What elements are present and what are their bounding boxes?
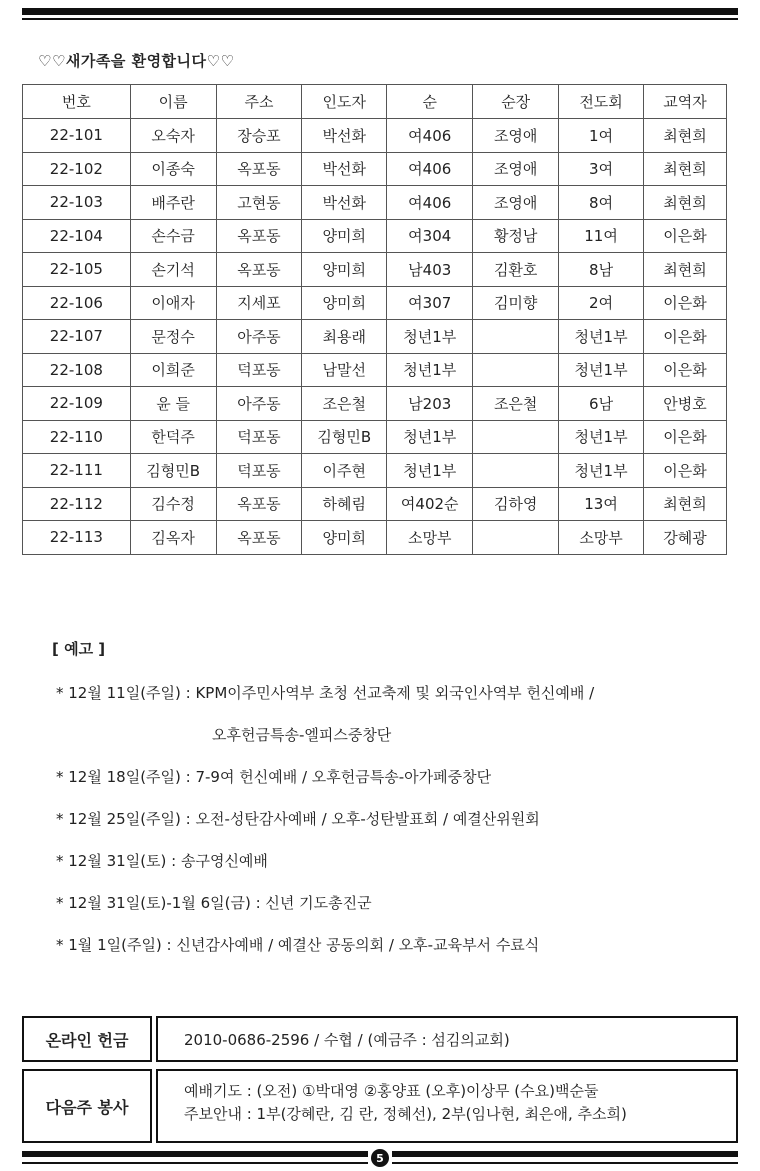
table-cell: 황정남 xyxy=(473,219,559,253)
table-cell: 조은철 xyxy=(302,387,387,421)
service-info-box xyxy=(156,1069,738,1143)
table-cell: 조영애 xyxy=(473,152,559,186)
table-cell: 여406 xyxy=(387,152,473,186)
table-cell: 안병호 xyxy=(644,387,727,421)
table-cell: 하혜림 xyxy=(302,487,387,521)
table-cell: 8여 xyxy=(559,186,644,220)
table-cell: 이은화 xyxy=(644,454,727,488)
table-row xyxy=(23,454,727,488)
table-row xyxy=(23,521,727,555)
service-prayer-line: 예배기도 : (오전) ①박대영 ②홍양표 (오후)이상무 (수요)백순둘 xyxy=(184,1082,599,1100)
table-cell: 아주동 xyxy=(216,320,302,354)
table-cell: 22-106 xyxy=(23,286,131,320)
table-cell: 조은철 xyxy=(473,387,559,421)
table-cell: 덕포동 xyxy=(216,353,302,387)
service-usher-line: 주보안내 : 1부(강혜란, 김 란, 정혜선), 2부(임나현, 최은애, 추소희) xyxy=(184,1105,627,1123)
table-cell: 이희준 xyxy=(130,353,216,387)
table-cell: 청년1부 xyxy=(559,353,644,387)
top-rule-thin xyxy=(22,18,738,20)
table-cell: 13여 xyxy=(559,487,644,521)
notice-item: * 12월 18일(주일) : 7-9여 헌신예배 / 오후헌금특송-아가페중창단 xyxy=(56,768,492,786)
table-cell xyxy=(473,353,559,387)
table-cell: 22-102 xyxy=(23,152,131,186)
table-cell: 조영애 xyxy=(473,119,559,153)
table-row xyxy=(23,286,727,320)
table-cell: 청년1부 xyxy=(559,454,644,488)
table-cell: 남말선 xyxy=(302,353,387,387)
table-cell: 여402순 xyxy=(387,487,473,521)
table-cell: 이은화 xyxy=(644,420,727,454)
offering-label-box xyxy=(22,1016,152,1062)
table-cell: 22-101 xyxy=(23,119,131,153)
table-cell: 청년1부 xyxy=(387,420,473,454)
table-cell: 여304 xyxy=(387,219,473,253)
table-cell: 최용래 xyxy=(302,320,387,354)
column-header: 교역자 xyxy=(644,85,727,119)
table-cell: 여406 xyxy=(387,119,473,153)
table-cell: 11여 xyxy=(559,219,644,253)
table-cell: 옥포동 xyxy=(216,219,302,253)
table-cell: 청년1부 xyxy=(387,454,473,488)
table-cell: 최현희 xyxy=(644,253,727,287)
column-header: 인도자 xyxy=(302,85,387,119)
table-row xyxy=(23,253,727,287)
table-header-row xyxy=(23,85,727,119)
table-cell: 이은화 xyxy=(644,353,727,387)
table-cell: 아주동 xyxy=(216,387,302,421)
table-cell: 22-105 xyxy=(23,253,131,287)
table-cell: 22-103 xyxy=(23,186,131,220)
table-row xyxy=(23,420,727,454)
offering-info-box xyxy=(156,1016,738,1062)
table-cell: 22-108 xyxy=(23,353,131,387)
table-cell: 김형민B xyxy=(302,420,387,454)
table-cell: 남403 xyxy=(387,253,473,287)
table-cell: 배주란 xyxy=(130,186,216,220)
table-cell: 박선화 xyxy=(302,186,387,220)
table-cell: 김수정 xyxy=(130,487,216,521)
table-cell: 옥포동 xyxy=(216,521,302,555)
table-cell: 박선화 xyxy=(302,119,387,153)
table-cell: 청년1부 xyxy=(387,353,473,387)
table-cell: 22-111 xyxy=(23,454,131,488)
table-cell: 22-109 xyxy=(23,387,131,421)
table-cell: 22-110 xyxy=(23,420,131,454)
service-label: 다음주 봉사 xyxy=(45,1097,129,1117)
table-cell: 덕포동 xyxy=(216,454,302,488)
table-cell: 소망부 xyxy=(387,521,473,555)
table-cell: 양미희 xyxy=(302,521,387,555)
table-row xyxy=(23,219,727,253)
notice-item: * 1월 1일(주일) : 신년감사예배 / 예결산 공동의회 / 오후-교육부서 수료식 xyxy=(56,936,540,954)
table-cell: 문정수 xyxy=(130,320,216,354)
table-cell: 손기석 xyxy=(130,253,216,287)
table-row xyxy=(23,320,727,354)
table-cell: 박선화 xyxy=(302,152,387,186)
notice-item: * 12월 31일(토)-1월 6일(금) : 신년 기도총진군 xyxy=(56,894,372,912)
table-row xyxy=(23,353,727,387)
table-cell: 오숙자 xyxy=(130,119,216,153)
table-cell: 8남 xyxy=(559,253,644,287)
table-cell xyxy=(473,521,559,555)
column-header: 번호 xyxy=(23,85,131,119)
table-cell: 1여 xyxy=(559,119,644,153)
table-row xyxy=(23,487,727,521)
column-header: 순 xyxy=(387,85,473,119)
table-cell: 이은화 xyxy=(644,219,727,253)
table-cell: 양미희 xyxy=(302,286,387,320)
notice-item: * 12월 11일(주일) : KPM이주민사역부 초청 선교축제 및 외국인사역부 헌신예배 / xyxy=(56,684,595,702)
notice-item-continuation: 오후헌금특송-엘피스중창단 xyxy=(212,726,392,744)
table-cell: 김환호 xyxy=(473,253,559,287)
table-row xyxy=(23,387,727,421)
table-cell: 소망부 xyxy=(559,521,644,555)
table-cell: 지세포 xyxy=(216,286,302,320)
table-cell: 남203 xyxy=(387,387,473,421)
table-cell: 22-113 xyxy=(23,521,131,555)
table-cell: 22-112 xyxy=(23,487,131,521)
table-cell: 한덕주 xyxy=(130,420,216,454)
table-cell: 김미향 xyxy=(473,286,559,320)
table-cell: 윤 들 xyxy=(130,387,216,421)
table-cell: 청년1부 xyxy=(387,320,473,354)
table-cell: 김옥자 xyxy=(130,521,216,555)
page-number: 5 xyxy=(371,1149,389,1167)
section-title: ♡♡새가족을 환영합니다♡♡ xyxy=(38,52,235,70)
column-header: 전도회 xyxy=(559,85,644,119)
table-cell: 최현희 xyxy=(644,487,727,521)
table-cell: 덕포동 xyxy=(216,420,302,454)
service-label-box xyxy=(22,1069,152,1143)
column-header: 순장 xyxy=(473,85,559,119)
table-cell: 옥포동 xyxy=(216,253,302,287)
table-cell: 손수금 xyxy=(130,219,216,253)
offering-account-text: 2010-0686-2596 / 수협 / (예금주 : 섬김의교회) xyxy=(184,1030,510,1049)
table-cell: 양미희 xyxy=(302,253,387,287)
table-cell: 옥포동 xyxy=(216,152,302,186)
table-cell: 이은화 xyxy=(644,286,727,320)
column-header: 주소 xyxy=(216,85,302,119)
table-cell: 조영애 xyxy=(473,186,559,220)
table-cell: 양미희 xyxy=(302,219,387,253)
offering-label: 온라인 헌금 xyxy=(45,1030,129,1050)
table-cell: 김하영 xyxy=(473,487,559,521)
table-cell: 6남 xyxy=(559,387,644,421)
table-cell: 장승포 xyxy=(216,119,302,153)
table-cell: 고현동 xyxy=(216,186,302,220)
table-cell: 이애자 xyxy=(130,286,216,320)
column-header: 이름 xyxy=(130,85,216,119)
table-cell xyxy=(473,454,559,488)
table-cell: 3여 xyxy=(559,152,644,186)
table-row xyxy=(23,186,727,220)
table-cell: 2여 xyxy=(559,286,644,320)
table-cell: 이주현 xyxy=(302,454,387,488)
table-row xyxy=(23,119,727,153)
table-cell: 김형민B xyxy=(130,454,216,488)
table-cell xyxy=(473,420,559,454)
table-cell xyxy=(473,320,559,354)
table-cell: 청년1부 xyxy=(559,420,644,454)
table-cell: 옥포동 xyxy=(216,487,302,521)
notice-item: * 12월 31일(토) : 송구영신예배 xyxy=(56,852,268,870)
notice-title: [ 예고 ] xyxy=(52,640,106,658)
new-family-table xyxy=(22,84,727,555)
table-cell: 최현희 xyxy=(644,119,727,153)
table-row xyxy=(23,152,727,186)
table-cell: 최현희 xyxy=(644,186,727,220)
notice-item: * 12월 25일(주일) : 오전-성탄감사예배 / 오후-성탄발표회 / 예결산위원회 xyxy=(56,810,540,828)
table-cell: 여307 xyxy=(387,286,473,320)
top-rule-thick xyxy=(22,8,738,15)
table-cell: 22-107 xyxy=(23,320,131,354)
table-cell: 여406 xyxy=(387,186,473,220)
table-cell: 최현희 xyxy=(644,152,727,186)
table-cell: 이은화 xyxy=(644,320,727,354)
table-cell: 22-104 xyxy=(23,219,131,253)
table-cell: 청년1부 xyxy=(559,320,644,354)
table-cell: 강혜광 xyxy=(644,521,727,555)
table-cell: 이종숙 xyxy=(130,152,216,186)
